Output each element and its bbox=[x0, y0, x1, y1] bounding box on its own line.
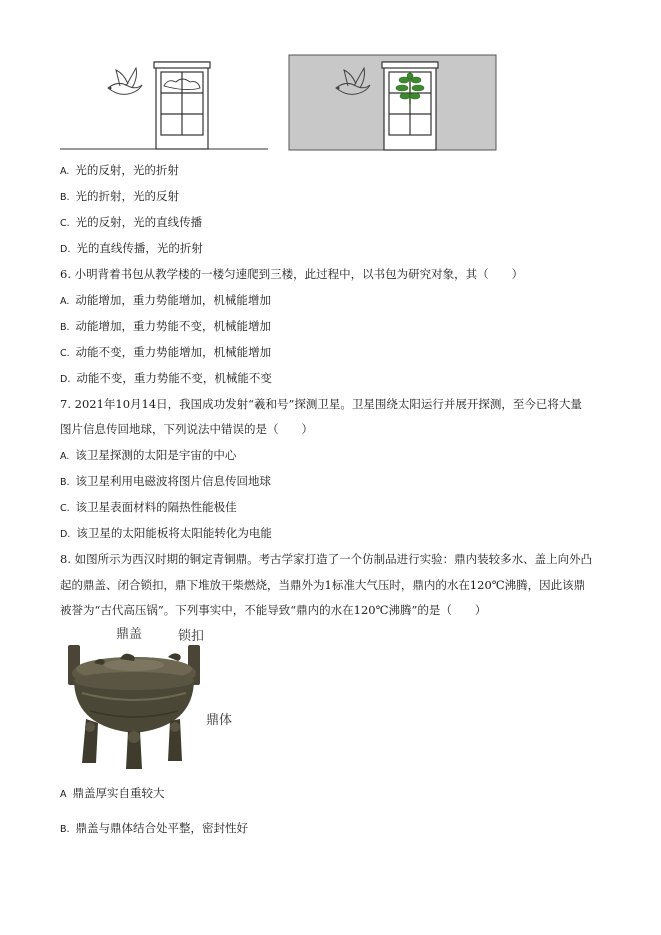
option-letter: D. bbox=[60, 374, 71, 385]
q8-stem-line3: 被誉为“古代高压锅”。下列事实中，不能导致“鼎内的水在120℃沸腾”的是（ ） bbox=[60, 603, 487, 617]
option-text: 动能不变，重力势能增加，机械能增加 bbox=[75, 345, 272, 359]
option-text: 动能增加，重力势能增加，机械能增加 bbox=[75, 293, 271, 307]
q7-option-c bbox=[60, 500, 237, 516]
q8-option-a bbox=[60, 786, 165, 802]
option-letter: A. bbox=[60, 296, 70, 307]
window-icon bbox=[154, 62, 210, 149]
q5-option-a bbox=[60, 163, 179, 179]
option-text: 鼎盖厚实自重较大 bbox=[72, 786, 165, 800]
option-letter: C. bbox=[60, 218, 70, 229]
q6-stem: 6. 小明背着书包从教学楼的一楼匀速爬到三楼，此过程中，以书包为研究对象，其（ ） bbox=[60, 267, 524, 281]
q5-option-c bbox=[60, 215, 202, 231]
option-letter: D. bbox=[60, 529, 71, 540]
q7-option-b bbox=[60, 474, 271, 490]
option-letter: A. bbox=[60, 166, 70, 177]
option-letter: B. bbox=[60, 824, 70, 835]
option-letter: A. bbox=[60, 451, 70, 462]
option-text: 光的直线传播，光的折射 bbox=[76, 241, 203, 255]
q5-option-b bbox=[60, 189, 179, 205]
q7-stem-line2: 图片信息传回地球，下列说法中错误的是（ ） bbox=[60, 422, 313, 436]
q7-option-a bbox=[60, 448, 236, 464]
right-scene bbox=[289, 55, 496, 150]
q6-option-d bbox=[60, 371, 272, 387]
option-text: 该卫星的太阳能板将太阳能转化为电能 bbox=[76, 526, 272, 540]
option-letter: B. bbox=[60, 322, 70, 333]
bronze-ding-image bbox=[60, 623, 250, 773]
bird-icon bbox=[108, 68, 142, 94]
option-letter: C. bbox=[60, 348, 70, 359]
label-lock: 锁扣 bbox=[178, 629, 205, 644]
q8-stem-line1: 8. 如图所示为西汉时期的铜定青铜鼎。考古学家打造了一个仿制品进行实验：鼎内装较多水、盖上向外凸 bbox=[60, 552, 593, 566]
q6-option-c bbox=[60, 345, 271, 361]
option-text: 光的反射，光的直线传播 bbox=[75, 215, 203, 229]
q8-stem-line2: 起的鼎盖、闭合锁扣，鼎下堆放干柴燃烧，当鼎外为1标准大气压时，鼎内的水在120℃沸腾，因此该鼎 bbox=[60, 578, 586, 592]
option-letter: C. bbox=[60, 503, 70, 514]
option-text: 鼎盖与鼎体结合处平整，密封性好 bbox=[75, 821, 249, 835]
option-text: 动能增加，重力势能不变，机械能增加 bbox=[75, 319, 272, 333]
option-text: 光的反射，光的折射 bbox=[75, 163, 179, 177]
option-text: 动能不变，重力势能不变，机械能不变 bbox=[76, 371, 272, 385]
option-text: 该卫星表面材料的隔热性能极佳 bbox=[75, 500, 237, 514]
option-letter: B. bbox=[60, 477, 70, 488]
label-lid: 鼎盖 bbox=[116, 627, 143, 642]
option-letter: B. bbox=[60, 192, 70, 203]
label-body: 鼎体 bbox=[206, 713, 233, 728]
option-text: 光的折射，光的反射 bbox=[75, 189, 180, 203]
q6-option-b bbox=[60, 319, 271, 335]
q5-option-d bbox=[60, 241, 203, 257]
option-letter: D. bbox=[60, 244, 71, 255]
q7-option-d bbox=[60, 526, 272, 542]
optics-figure bbox=[0, 0, 661, 160]
option-text: 该卫星探测的太阳是宇宙的中心 bbox=[75, 448, 237, 462]
option-text: 该卫星利用电磁波将图片信息传回地球 bbox=[75, 474, 272, 488]
left-scene bbox=[60, 62, 268, 149]
ding-figure bbox=[60, 623, 250, 773]
q7-stem-line1: 7. 2021年10月14日，我国成功发射“羲和号”探测卫星。卫星围绕太阳运行并展开探测，至今已将大量 bbox=[60, 397, 582, 411]
q6-option-a bbox=[60, 293, 271, 309]
option-letter: A bbox=[60, 789, 67, 800]
q8-option-b bbox=[60, 821, 248, 837]
